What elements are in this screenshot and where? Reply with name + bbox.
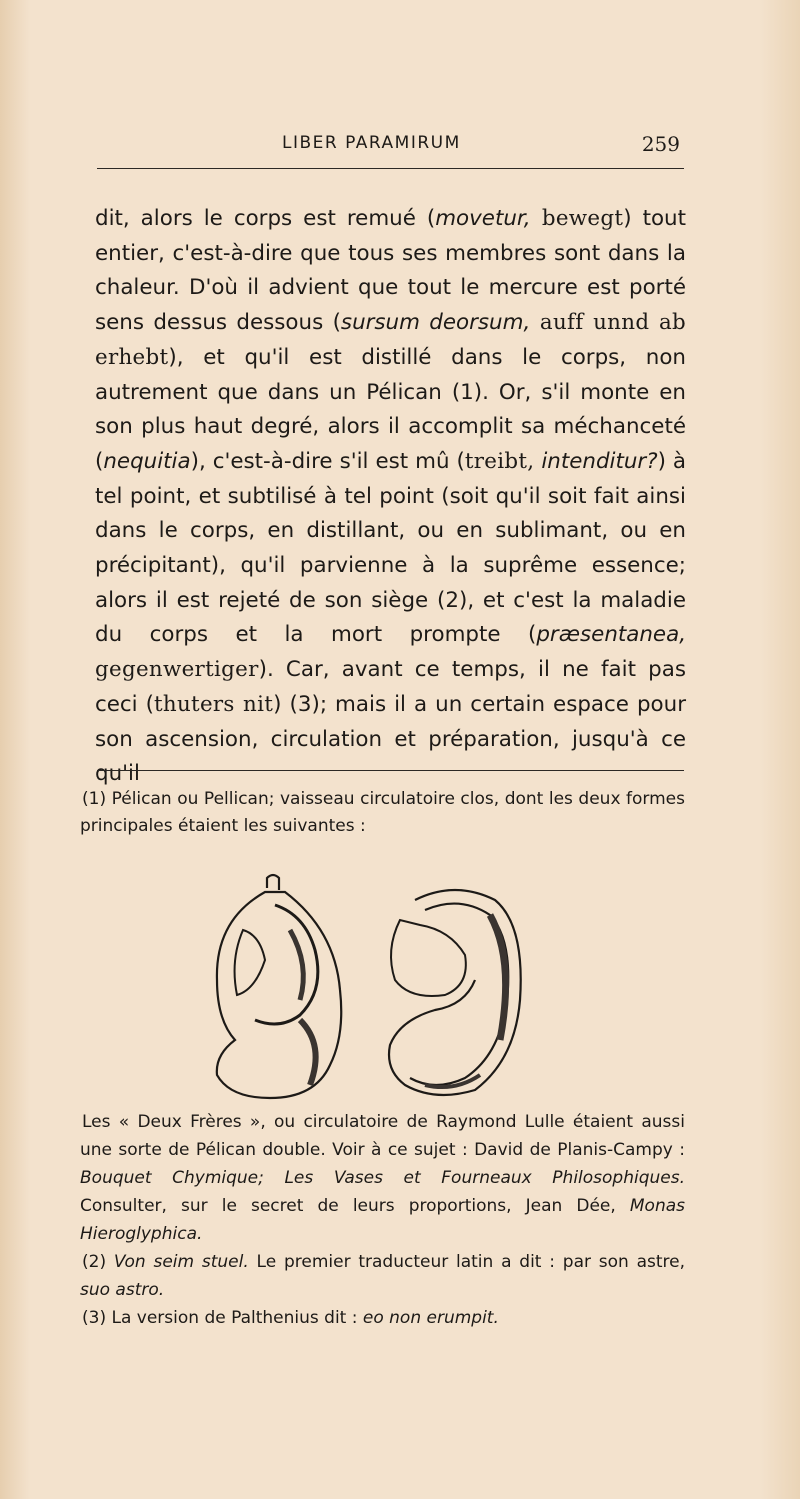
text-run: ). Car, avant ce temps, il ne fait pas ceci ( xyxy=(95,657,686,717)
german-gloss: thuters nit xyxy=(154,691,274,717)
footnote-1-continued xyxy=(80,1108,685,1248)
latin-gloss: movetur, xyxy=(435,206,531,231)
german-gloss: auff unnd ab erhebt xyxy=(95,310,687,370)
text-run: ) tout entier, c'est-à-dire que tous ses membres sont dans la chaleur. D'où il advient que tout le mercure est porté sens dessus dessous ( xyxy=(95,206,686,336)
pelican-vessels-figure xyxy=(195,870,535,1100)
pelican-vessel-right xyxy=(389,890,521,1095)
text-run: Consulter, sur le secret de leurs proportions, Jean Dée, xyxy=(80,1196,630,1216)
main-paragraph xyxy=(95,202,686,792)
text-run: (2) xyxy=(82,1252,114,1272)
german-gloss: gegenwertiger xyxy=(95,657,259,683)
text-run: Les « Deux Frères », ou circulatoire de Raymond Lulle étaient aussi une sorte de Pélican double. Voir à ce sujet : David de Planis-Campy : xyxy=(80,1112,685,1160)
latin-quote: eo non erumpit. xyxy=(362,1308,499,1328)
footnote-2 xyxy=(80,1248,685,1304)
latin-gloss: intenditur? xyxy=(534,448,658,474)
pelican-vessel-left xyxy=(217,875,341,1098)
text-run: dit, alors le corps est remué ( xyxy=(95,206,436,231)
text-run: ) (3); mais il a un certain espace pour son ascension, circulation et préparation, jusqu'à ce qu'il xyxy=(95,691,686,787)
footnote-1 xyxy=(80,786,685,840)
text-run: Le premier traducteur latin a dit : par son astre, xyxy=(248,1252,686,1272)
german-quote: Von seim stuel. xyxy=(113,1252,249,1272)
german-gloss: treibt, xyxy=(464,448,535,474)
footnote-text: (1) Pélican ou Pellican; vaisseau circulatoire clos, dont les deux formes principales étaient les suivantes : xyxy=(80,789,685,836)
latin-gloss: nequitia xyxy=(103,448,191,474)
page-number: 259 xyxy=(641,132,680,156)
text-run: ), c'est-à-dire s'il est mû ( xyxy=(190,448,465,474)
running-title: LIBER PARAMIRUM xyxy=(282,133,461,153)
latin-gloss: præsentanea, xyxy=(536,622,686,648)
latin-gloss: sursum deorsum, xyxy=(340,310,531,336)
latin-quote: suo astro. xyxy=(80,1280,165,1300)
text-run: ) à tel point, et subtilisé à tel point (soit qu'il soit fait ainsi dans le corps, en distillant, ou en sublimant, ou en précipitant), qu'il parvienne à la suprême essence; alors il est rejeté de son siège (2), et c'est la maladie du corps et la mort prompte ( xyxy=(95,448,686,648)
page-header xyxy=(95,133,685,167)
german-gloss: bewegt xyxy=(530,206,624,231)
header-rule xyxy=(97,168,684,169)
book-title: Bouquet Chymique; Les Vases et Fourneaux Philosophiques. xyxy=(80,1168,685,1188)
footnote-3 xyxy=(80,1304,685,1332)
footnote-separator xyxy=(97,770,684,771)
footnotes-continued xyxy=(80,1108,685,1332)
book-title: Monas Hieroglyphica. xyxy=(80,1196,685,1244)
text-run: ), et qu'il est distillé dans le corps, non autrement que dans un Pélican (1). Or, s'il monte en son plus haut degré, alors il accomplit sa méchanceté ( xyxy=(95,344,686,474)
text-run: (3) La version de Palthenius dit : xyxy=(82,1308,363,1328)
